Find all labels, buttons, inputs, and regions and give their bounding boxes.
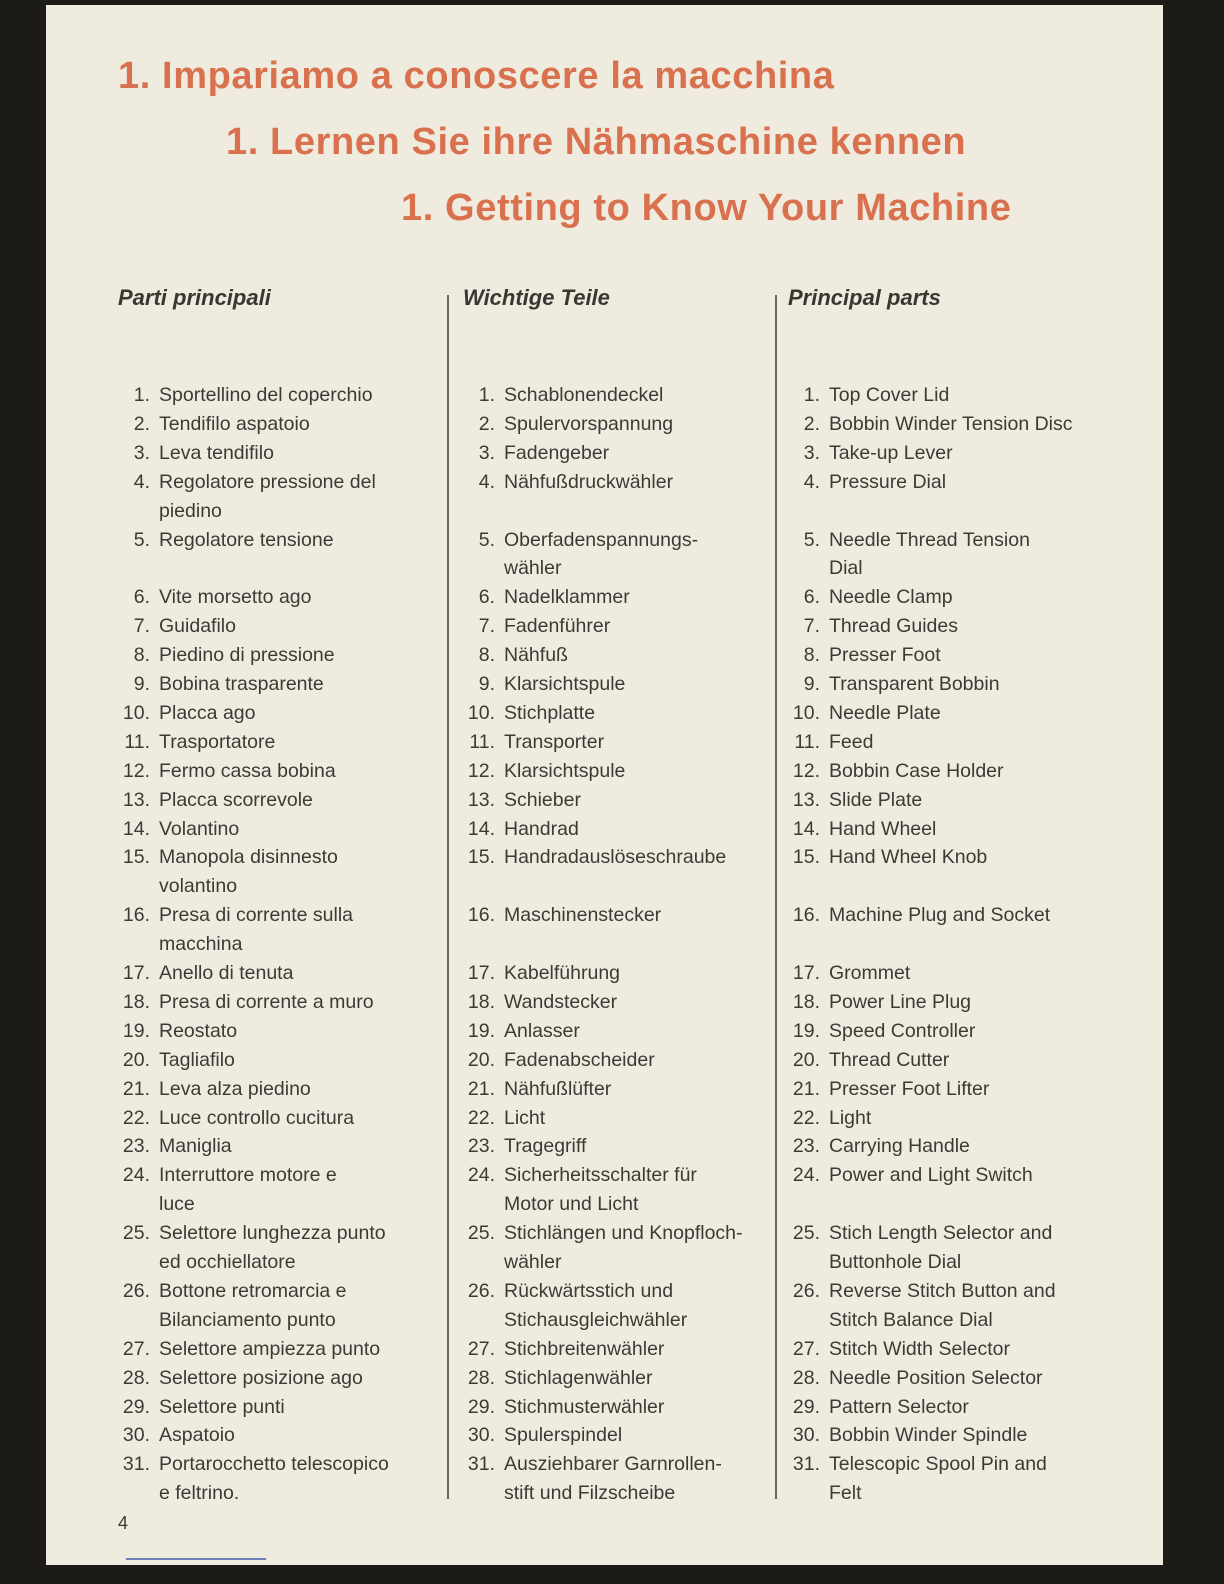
page-number: 4 xyxy=(118,1513,129,1533)
item-number: 26. xyxy=(467,1279,495,1302)
item-label: Needle Clamp xyxy=(829,586,953,609)
item-label: Stichmusterwähler xyxy=(504,1395,665,1418)
item-number: 31. xyxy=(467,1453,495,1476)
item-number: 31. xyxy=(122,1453,150,1476)
item-number: 3. xyxy=(478,441,495,464)
item-label: Fermo cassa bobina xyxy=(159,759,336,782)
item-label: Manopola disinnesto volantino xyxy=(159,846,338,898)
item-label: Aspatoio xyxy=(159,1424,235,1447)
column-heading-german: Wichtige Teile xyxy=(463,285,610,310)
column-divider xyxy=(775,295,777,1499)
item-number: 29. xyxy=(792,1395,820,1418)
item-number: 25. xyxy=(122,1222,150,1245)
item-label: Hand Wheel Knob xyxy=(829,846,988,869)
item-label: Hand Wheel xyxy=(829,817,937,840)
item-label: Piedino di pressione xyxy=(159,644,335,667)
item-number: 30. xyxy=(122,1424,150,1447)
item-number: 19. xyxy=(792,1019,820,1042)
item-label: Sportellino del coperchio xyxy=(159,384,373,406)
item-number: 4. xyxy=(133,470,150,493)
item-label: Pattern Selector xyxy=(829,1395,969,1418)
item-label: Fadenführer xyxy=(504,615,611,638)
item-number: 15. xyxy=(792,846,820,869)
item-label: Speed Controller xyxy=(829,1019,976,1042)
item-label: Trasportatore xyxy=(159,730,276,753)
item-number: 26. xyxy=(792,1279,820,1302)
column-heading-english: Principal parts xyxy=(788,285,941,310)
item-label: Feed xyxy=(829,730,874,753)
item-number: 15. xyxy=(122,846,150,869)
item-label: Stichlagenwähler xyxy=(504,1366,653,1389)
item-label: Regolatore pressione del piedino xyxy=(159,470,376,522)
item-label: Presa di corrente sulla macchina xyxy=(159,904,354,956)
item-number: 25. xyxy=(467,1222,495,1245)
item-number: 10. xyxy=(467,701,495,724)
item-label: Presa di corrente a muro xyxy=(159,990,374,1013)
item-label: Klarsichtspule xyxy=(504,673,626,695)
item-label: Klarsichtspule xyxy=(504,759,626,782)
item-label: Bobbin Case Holder xyxy=(829,759,1004,782)
manual-page xyxy=(46,5,1163,1565)
item-label: Kabelführung xyxy=(504,962,621,984)
item-label: Selettore punti xyxy=(159,1395,285,1418)
item-label: Licht xyxy=(504,1106,546,1129)
item-number: 19. xyxy=(122,1019,150,1042)
item-label: Needle Position Selector xyxy=(829,1366,1043,1389)
item-number: 16. xyxy=(122,904,150,927)
item-label: Light xyxy=(829,1106,872,1129)
item-number: 5. xyxy=(133,528,150,551)
item-number: 24. xyxy=(122,1164,150,1187)
item-number: 23. xyxy=(122,1135,150,1158)
item-number: 13. xyxy=(467,788,495,811)
item-number: 17. xyxy=(792,962,820,984)
item-number: 21. xyxy=(122,1077,150,1100)
item-number: 30. xyxy=(467,1424,495,1447)
item-label: Maschinenstecker xyxy=(504,904,662,927)
item-number: 18. xyxy=(792,990,820,1013)
item-label: Fadenabscheider xyxy=(504,1048,655,1071)
item-number: 2. xyxy=(133,412,150,435)
item-number: 23. xyxy=(792,1135,820,1158)
item-label: Bobbin Winder Spindle xyxy=(829,1424,1028,1447)
item-number: 29. xyxy=(467,1395,495,1418)
item-number: 16. xyxy=(467,904,495,927)
item-label: Needle Plate xyxy=(829,701,941,724)
item-number: 18. xyxy=(122,990,150,1013)
item-label: Power and Light Switch xyxy=(829,1164,1033,1187)
item-number: 7. xyxy=(133,615,150,638)
item-number: 14. xyxy=(467,817,495,840)
item-label: Placca ago xyxy=(159,701,256,724)
item-number: 17. xyxy=(467,962,495,984)
item-label: Thread Cutter xyxy=(829,1048,950,1071)
item-number: 10. xyxy=(122,701,150,724)
item-number: 3. xyxy=(803,441,820,464)
item-number: 24. xyxy=(467,1164,495,1187)
item-label: Nähfußdruckwähler xyxy=(504,470,674,493)
item-number: 21. xyxy=(792,1077,820,1100)
item-number: 27. xyxy=(467,1337,495,1360)
item-label: Pressure Dial xyxy=(829,470,947,493)
item-number: 20. xyxy=(792,1048,820,1071)
item-number: 12. xyxy=(467,759,495,782)
item-number: 8. xyxy=(133,644,150,667)
item-label: Interruttore motore e luce xyxy=(159,1164,337,1216)
item-label: Take-up Lever xyxy=(829,441,953,464)
item-label: Carrying Handle xyxy=(829,1135,970,1158)
item-number: 20. xyxy=(467,1048,495,1071)
column-divider xyxy=(447,295,449,1499)
item-label: Luce controllo cucitura xyxy=(159,1106,355,1129)
item-label: Oberfadenspannungs- wähler xyxy=(504,528,699,580)
item-label: Selettore lunghezza punto ed occhiellatore xyxy=(159,1222,386,1273)
item-number: 27. xyxy=(122,1337,150,1360)
item-label: Stichlängen und Knopfloch- wähler xyxy=(504,1222,743,1273)
item-label: Reverse Stitch Button and Stitch Balance Dial xyxy=(829,1279,1056,1331)
item-label: Vite morsetto ago xyxy=(159,586,312,609)
item-number: 16. xyxy=(792,904,820,927)
item-label: Maniglia xyxy=(159,1135,232,1158)
item-number: 29. xyxy=(122,1395,150,1418)
item-number: 2. xyxy=(803,412,820,435)
item-label: Bottone retromarcia e Bilanciamento punto xyxy=(159,1279,347,1331)
item-label: Spulerspindel xyxy=(504,1424,623,1447)
item-number: 12. xyxy=(122,759,150,782)
item-label: Sicherheitsschalter für Motor und Licht xyxy=(504,1164,697,1216)
item-number: 13. xyxy=(122,788,150,811)
item-label: Stichplatte xyxy=(504,701,596,724)
item-number: 25. xyxy=(792,1222,820,1245)
item-label: Stitch Width Selector xyxy=(829,1337,1010,1360)
item-label: Thread Guides xyxy=(829,615,958,638)
item-label: Handradauslöseschraube xyxy=(504,846,727,869)
item-number: 11. xyxy=(794,730,820,753)
item-number: 18. xyxy=(467,990,495,1013)
item-number: 30. xyxy=(792,1424,820,1447)
item-label: Reostato xyxy=(159,1019,238,1042)
item-label: Selettore posizione ago xyxy=(159,1366,363,1389)
item-number: 6. xyxy=(478,586,495,609)
item-label: Transparent Bobbin xyxy=(829,673,1000,695)
item-label: Nähfußlüfter xyxy=(504,1077,612,1100)
item-label: Bobina trasparente xyxy=(159,673,324,695)
item-number: 6. xyxy=(133,586,150,609)
item-label: Nähfuß xyxy=(504,644,568,667)
column-heading-italian: Parti principali xyxy=(118,285,271,310)
item-label: Placca scorrevole xyxy=(159,788,313,811)
item-label: Guidafilo xyxy=(159,615,236,638)
item-number: 14. xyxy=(122,817,150,840)
item-number: 17. xyxy=(122,962,150,984)
item-label: Grommet xyxy=(829,962,911,984)
item-number: 28. xyxy=(792,1366,820,1389)
item-label: Machine Plug and Socket xyxy=(829,904,1051,927)
item-number: 28. xyxy=(122,1366,150,1389)
item-number: 5. xyxy=(803,528,820,551)
item-number: 11. xyxy=(469,730,495,753)
item-number: 1. xyxy=(133,384,150,406)
item-number: 26. xyxy=(122,1279,150,1302)
item-number: 24. xyxy=(792,1164,820,1187)
item-number: 15. xyxy=(467,846,495,869)
item-label: Slide Plate xyxy=(829,788,923,811)
item-label: Volantino xyxy=(159,817,240,840)
item-label: Portarocchetto telescopico e feltrino. xyxy=(159,1453,389,1505)
item-label: Rückwärtsstich und Stichausgleichwähler xyxy=(504,1279,688,1331)
item-label: Regolatore tensione xyxy=(159,528,334,551)
item-label: Presser Foot xyxy=(829,644,941,667)
item-label: Wandstecker xyxy=(504,990,618,1013)
item-label: Tagliafilo xyxy=(159,1048,235,1071)
item-number: 3. xyxy=(133,441,150,464)
item-number: 31. xyxy=(792,1453,820,1476)
item-label: Tragegriff xyxy=(504,1135,587,1158)
item-number: 5. xyxy=(478,528,495,551)
item-label: Stichbreitenwähler xyxy=(504,1337,665,1360)
item-label: Presser Foot Lifter xyxy=(829,1077,990,1100)
item-number: 13. xyxy=(792,788,820,811)
item-number: 8. xyxy=(478,644,495,667)
item-label: Leva tendifilo xyxy=(159,441,274,464)
item-number: 9. xyxy=(478,673,495,695)
title-english: 1. Getting to Know Your Machine xyxy=(401,187,1012,229)
item-number: 21. xyxy=(467,1077,495,1100)
item-number: 4. xyxy=(478,470,495,493)
item-number: 22. xyxy=(467,1106,495,1129)
item-number: 8. xyxy=(803,644,820,667)
item-number: 10. xyxy=(792,701,820,724)
item-number: 1. xyxy=(803,384,820,406)
item-number: 23. xyxy=(467,1135,495,1158)
item-number: 14. xyxy=(792,817,820,840)
item-number: 1. xyxy=(478,384,495,406)
item-label: Handrad xyxy=(504,817,579,840)
item-number: 7. xyxy=(478,615,495,638)
item-label: Leva alza piedino xyxy=(159,1077,311,1100)
item-label: Ausziehbarer Garnrollen- stift und Filzscheibe xyxy=(504,1453,722,1505)
item-label: Selettore ampiezza punto xyxy=(159,1337,381,1360)
item-label: Nadelklammer xyxy=(504,586,630,609)
item-label: Needle Thread Tension Dial xyxy=(829,528,1030,580)
title-german: 1. Lernen Sie ihre Nähmaschine kennen xyxy=(226,121,967,163)
item-label: Power Line Plug xyxy=(829,990,972,1013)
item-label: Anello di tenuta xyxy=(159,962,294,984)
title-italian: 1. Impariamo a conoscere la macchina xyxy=(118,55,835,97)
item-number: 6. xyxy=(803,586,820,609)
item-label: Telescopic Spool Pin and Felt xyxy=(829,1453,1047,1505)
item-number: 9. xyxy=(803,673,820,695)
item-label: Top Cover Lid xyxy=(829,384,950,406)
item-number: 2. xyxy=(478,412,495,435)
item-number: 11. xyxy=(124,730,150,753)
item-label: Fadengeber xyxy=(504,441,610,464)
item-label: Tendifilo aspatoio xyxy=(159,412,310,435)
item-label: Transporter xyxy=(504,730,605,753)
item-number: 4. xyxy=(803,470,820,493)
item-label: Stich Length Selector and Buttonhole Dial xyxy=(829,1222,1053,1273)
item-number: 19. xyxy=(467,1019,495,1042)
item-number: 9. xyxy=(133,673,150,695)
item-label: Bobbin Winder Tension Disc xyxy=(829,412,1073,435)
item-number: 27. xyxy=(792,1337,820,1360)
item-label: Schablonendeckel xyxy=(504,384,664,406)
item-number: 12. xyxy=(792,759,820,782)
item-label: Spulervorspannung xyxy=(504,412,674,435)
item-number: 7. xyxy=(803,615,820,638)
item-number: 22. xyxy=(122,1106,150,1129)
item-label: Anlasser xyxy=(504,1019,580,1042)
bottom-line-mark xyxy=(126,1558,266,1560)
item-number: 22. xyxy=(792,1106,820,1129)
item-number: 28. xyxy=(467,1366,495,1389)
item-label: Schieber xyxy=(504,788,581,811)
item-number: 20. xyxy=(122,1048,150,1071)
